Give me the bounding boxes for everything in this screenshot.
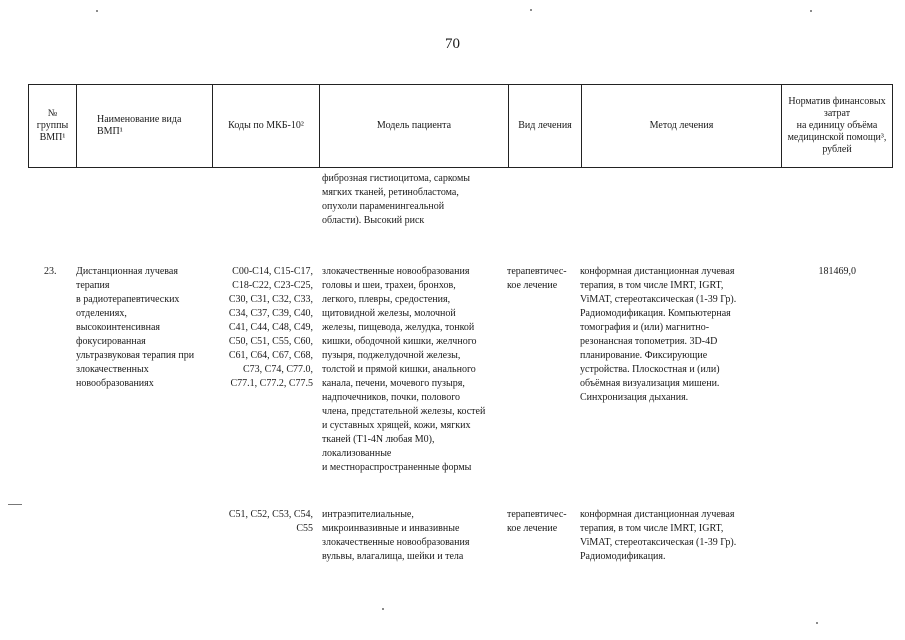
row-type: терапевтичес- кое лечение [507,266,567,291]
row-name: Дистанционная лучевая терапия в радиотерапевтических отделениях, высокоинтенсивная фокусированная ультразвуковая терапия при злокачественных новообразованиях [76,266,195,389]
scan-dot [530,9,532,11]
header-codes: Коды по МКБ-10² [213,85,320,168]
continuation-model-text: фиброзная гистиоцитома, саркомы мягких тканей, ретинобластома, опухоли параменингеальной области). Высокий риск [322,173,471,226]
header-norm: Норматив финансовых затрат на единицу объёма медицинской помощи³, рублей [782,85,893,168]
header-name: Наименование вида ВМП¹ [77,85,213,168]
page-number: 70 [445,36,460,52]
row-method: конформная дистанционная лучевая терапия, в том числе IMRT, IGRT, ViMAT, стереотаксическая (1-39 Гр). Радиомодификация. [580,509,737,562]
scan-dot [96,10,98,12]
table-header [28,84,893,168]
row-type: терапевтичес- кое лечение [507,509,567,534]
row-norm: 181469,0 [818,266,856,277]
row-codes: C51, C52, C53, C54, C55 [228,509,313,534]
scan-mark [8,504,22,505]
row-number: 23. [44,266,57,277]
row-codes: C00-C14, C15-C17, C18-C22, C23-C25, C30, C31, C32, C33, C34, C37, C39, C40, C41, C44, C48, C49, C50, C51, C55, C60, C61, C64, C67, C68, C73, C74, C77.0, C77.1, C77.2, C77.5 [228,266,313,389]
header-type: Вид лечения [509,85,582,168]
scan-dot [816,622,818,624]
header-method: Метод лечения [582,85,782,168]
row-model: интраэпителиальные, микроинвазивные и инвазивные злокачественные новообразования вульвы, влагалища, шейки и тела [322,509,470,562]
row-method: конформная дистанционная лучевая терапия, в том числе IMRT, IGRT, ViMAT, стереотаксическая (1-39 Гр). Радиомодификация. Компьютерная томография и (или) магнитно- резонансная топометрия. 3D-4D планирование. Фиксирующие устройства. Плоскостная и (или) объёмная визуализация мишени. Синхронизация дыхания. [580,266,737,403]
header-group-no: № группы ВМП¹ [29,85,77,168]
row-model: злокачественные новообразования головы и шеи, трахеи, бронхов, легкого, плевры, средостения, щитовидной железы, молочной железы, пищевода, желудка, тонкой кишки, ободочной кишки, желчного пузыря, поджелудочной железы, толстой и прямой кишки, анального канала, печени, мочевого пузыря, надпочечников, почки, полового члена, предстательной железы, костей и суставных хрящей, кожи, мягких тканей (T1-4N любая M0), локализованные и местнораспространенные формы [322,266,486,473]
scan-dot [810,10,812,12]
header-model: Модель пациента [320,85,509,168]
scan-dot [382,608,384,610]
